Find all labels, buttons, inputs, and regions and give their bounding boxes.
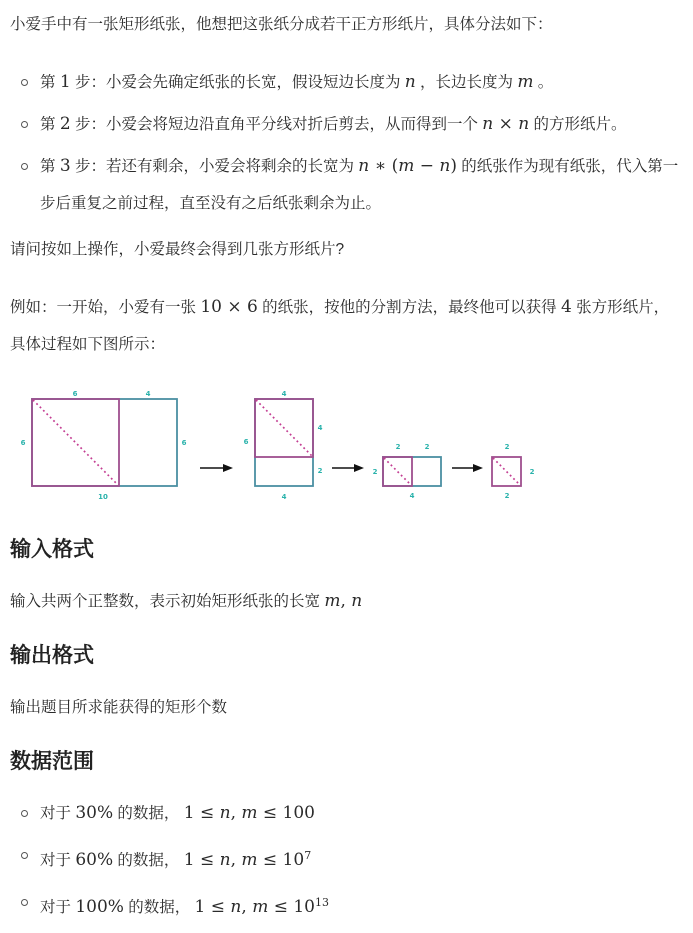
dim-label: 2 xyxy=(395,443,401,451)
diagonal-dashed-line xyxy=(493,458,520,485)
arrow-right-icon xyxy=(200,464,233,472)
output-format-paragraph: 输出题目所求能获得的矩形个数 xyxy=(10,699,228,716)
diagram-svg xyxy=(10,387,555,505)
list-item-step-2 xyxy=(10,106,683,143)
dim-label: 2 xyxy=(529,468,535,476)
dim-label: 2 xyxy=(424,443,430,451)
remainder-rect-4x6 xyxy=(32,399,177,486)
bullet-circle-icon xyxy=(21,899,28,906)
dim-label: 10 xyxy=(98,493,108,501)
bullet-circle-icon xyxy=(21,810,28,817)
figure-rect-4x2 xyxy=(373,443,441,500)
data-range-list xyxy=(10,795,683,926)
output-format-heading: 输出格式 xyxy=(10,644,94,667)
list-item-range-60 xyxy=(10,837,683,879)
figure-rect-10x6 xyxy=(21,390,187,501)
dim-label: 4 xyxy=(281,493,287,501)
diagonal-dashed-line xyxy=(33,400,118,485)
range-60-text: 对于 60% 的数据， 1 ≤ n, $m \le 10^7$ xyxy=(40,849,312,871)
step-2-text: 第 2 步：小爱会将短边沿直角平分线对折后剪去，从而得到一个 n × n 的方形纸片。 xyxy=(40,114,627,134)
diagonal-dashed-line xyxy=(256,400,312,456)
arrow-right-icon xyxy=(452,464,483,472)
step-1-text: 第 1 步：小爱会先确定纸张的长宽，假设短边长度为 n ，长边长度为 m 。 xyxy=(40,72,554,92)
list-item-step-1 xyxy=(10,64,683,101)
dim-label: 6 xyxy=(243,438,249,446)
bullet-circle-icon xyxy=(21,121,28,128)
input-format-heading: 输入格式 xyxy=(10,538,94,561)
example-paragraph: 例如：一开始，小爱有一张 10 × 6 的纸张，按他的分割方法，最终他可以获得 4 张方形纸片，具体过程如下图所示： xyxy=(10,297,670,353)
square-2x2 xyxy=(383,457,412,486)
range-100-text: 对于 100% 的数据， 1 ≤ n, $m \le 10^{13}$ xyxy=(40,896,329,918)
dim-label: 6 xyxy=(20,439,26,447)
cutting-process-diagram xyxy=(10,387,683,505)
remainder-rect-4x2 xyxy=(255,399,313,486)
list-item-range-30 xyxy=(10,795,683,832)
bullet-circle-icon xyxy=(21,79,28,86)
dim-label: 4 xyxy=(145,390,151,398)
question-paragraph: 请问按如上操作，小爱最终会得到几张方形纸片? xyxy=(10,241,345,258)
range-30-text: 对于 30% 的数据， 1 ≤ n, m ≤ 100 xyxy=(40,803,315,823)
figure-rect-4x6 xyxy=(244,390,323,501)
figure-square-2x2 xyxy=(492,443,535,500)
bullet-circle-icon xyxy=(21,163,28,170)
arrow-right-icon xyxy=(332,464,364,472)
data-range-heading: 数据范围 xyxy=(10,750,94,773)
list-item-range-100 xyxy=(10,884,683,926)
dim-label: 4 xyxy=(281,390,287,398)
square-2x2 xyxy=(492,457,521,486)
intro-paragraph: 小爱手中有一张矩形纸张，他想把这张纸分成若干正方形纸片，具体分法如下： xyxy=(10,16,553,33)
dim-label: 2 xyxy=(317,467,323,475)
square-6x6 xyxy=(32,399,119,486)
bullet-circle-icon xyxy=(21,852,28,859)
input-format-paragraph: 输入共两个正整数，表示初始矩形纸张的长宽 m, n xyxy=(10,591,363,611)
dim-label: 2 xyxy=(372,468,378,476)
dim-label: 4 xyxy=(317,424,323,432)
diagonal-dashed-line xyxy=(384,458,411,485)
dim-label: 6 xyxy=(181,439,187,447)
dim-label: 4 xyxy=(409,492,415,500)
step-3-text: 第 3 步：若还有剩余，小爱会将剩余的长宽为 n ∗ (m − n) 的纸张作为现有纸张，代入第一步后重复之前过程，直至没有之后纸张剩余为止。 xyxy=(40,156,679,212)
dim-label: 6 xyxy=(72,390,78,398)
dim-label: 2 xyxy=(504,443,510,451)
list-item-step-3 xyxy=(10,148,683,222)
steps-list xyxy=(10,64,683,222)
dim-label: 2 xyxy=(504,492,510,500)
